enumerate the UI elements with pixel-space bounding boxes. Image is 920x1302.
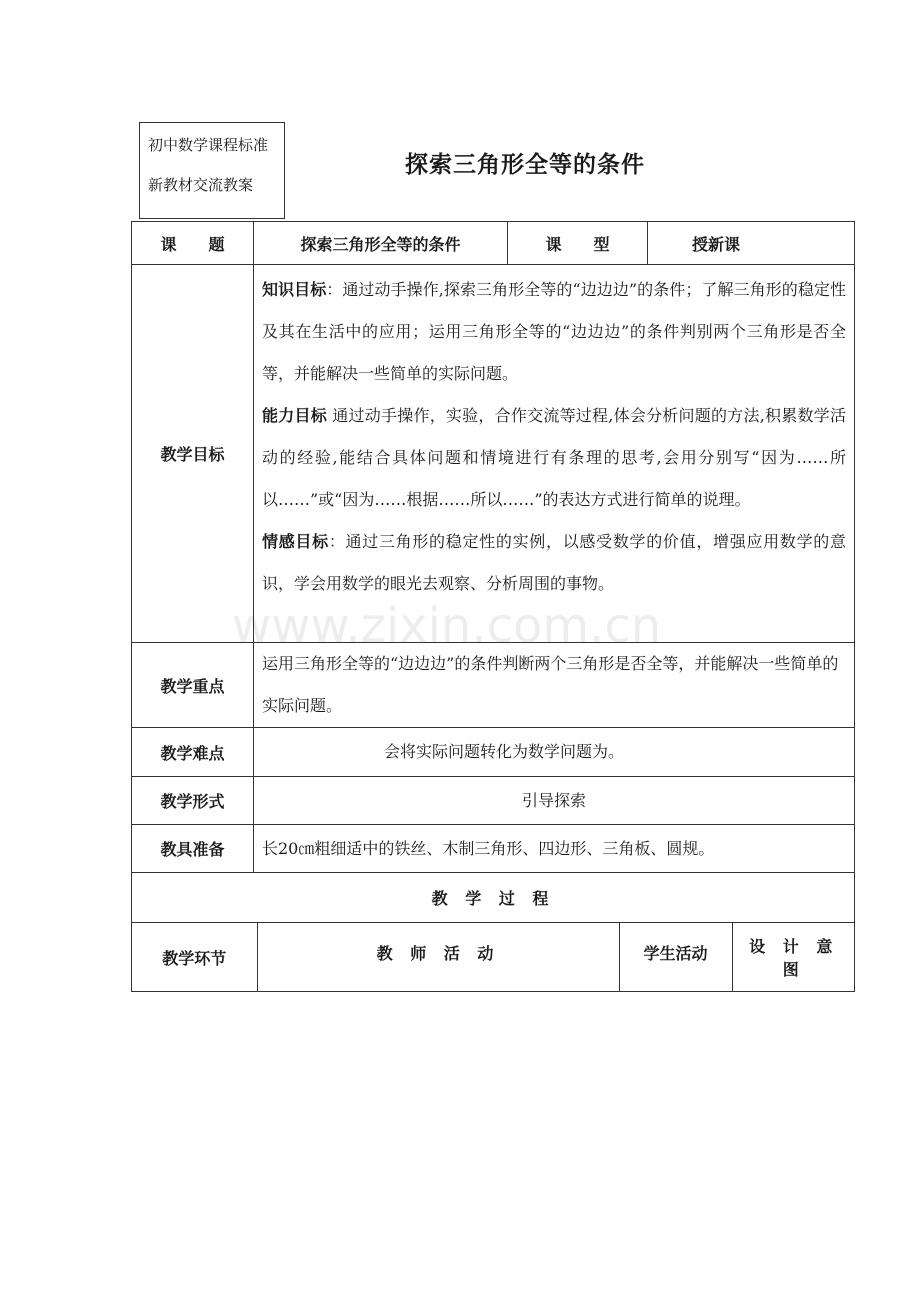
process-title: 教 学 过 程 (132, 873, 855, 923)
topic-value: 探索三角形全等的条件 (254, 222, 508, 265)
emotion-goal-label: 情感目标 (262, 532, 329, 551)
watermark: www.zixin.com.cn (232, 598, 662, 654)
process-title-row (132, 873, 855, 923)
col-stage: 教学环节 (132, 923, 257, 991)
type-value: 授新课 (648, 222, 855, 265)
knowledge-goal-label: 知识目标 (262, 280, 327, 299)
process-header-row (132, 923, 855, 992)
difficulty-text: 会将实际问题转化为数学问题为。 (254, 728, 855, 777)
emotion-goal (262, 521, 846, 605)
objectives-row (132, 265, 855, 643)
curriculum-badge (139, 122, 285, 219)
difficulty-label: 教学难点 (132, 728, 254, 777)
process-columns (132, 923, 855, 991)
objectives-content (254, 265, 855, 643)
emotion-goal-text: ：通过三角形的稳定性的实例，以感受数学的价值，增强应用数学的意识，学会用数学的眼光去观察、分析周围的事物。 (262, 532, 846, 593)
ability-goal (262, 395, 846, 521)
page-title: 探索三角形全等的条件 (405, 152, 645, 178)
tools-text: 长20㎝粗细适中的铁丝、木制三角形、四边形、三角板、圆规。 (254, 825, 855, 873)
col-teacher: 教 师 活 动 (257, 923, 619, 991)
form-label: 教学形式 (132, 777, 254, 825)
ability-goal-label: 能力目标 (262, 406, 327, 425)
ability-goal-text: 通过动手操作，实验，合作交流等过程,体会分析问题的方法,积累数学活动的经验,能结合具体问题和情境进行有条理的思考,会用分别写“因为……所以……”或“因为……根据……所以……”的表达方式进行简单的说理。 (262, 406, 846, 509)
focus-row (132, 643, 855, 728)
tools-row (132, 825, 855, 873)
knowledge-goal-text: ：通过动手操作,探索三角形全等的“边边边”的条件；了解三角形的稳定性及其在生活中的应用；运用三角形全等的“边边边”的条件判别两个三角形是否全等，并能解决一些简单的实际问题。 (262, 280, 846, 383)
difficulty-row (132, 728, 855, 777)
form-text: 引导探索 (254, 777, 855, 825)
knowledge-goal (262, 269, 846, 395)
col-design: 设 计 意 图 (749, 937, 839, 979)
type-label: 课 型 (508, 222, 648, 265)
col-student: 学生活动 (619, 923, 732, 991)
badge-line-2: 新教材交流教案 (148, 176, 254, 194)
topic-row (132, 222, 855, 265)
lesson-plan-table (131, 221, 855, 992)
topic-label: 课 题 (132, 222, 254, 265)
objectives-label: 教学目标 (132, 265, 254, 643)
tools-label: 教具准备 (132, 825, 254, 873)
badge-line-1: 初中数学课程标准 (148, 136, 269, 154)
focus-label: 教学重点 (132, 643, 254, 728)
form-row (132, 777, 855, 825)
focus-text: 运用三角形全等的“边边边”的条件判断两个三角形是否全等，并能解决一些简单的实际问题。 (254, 643, 855, 728)
